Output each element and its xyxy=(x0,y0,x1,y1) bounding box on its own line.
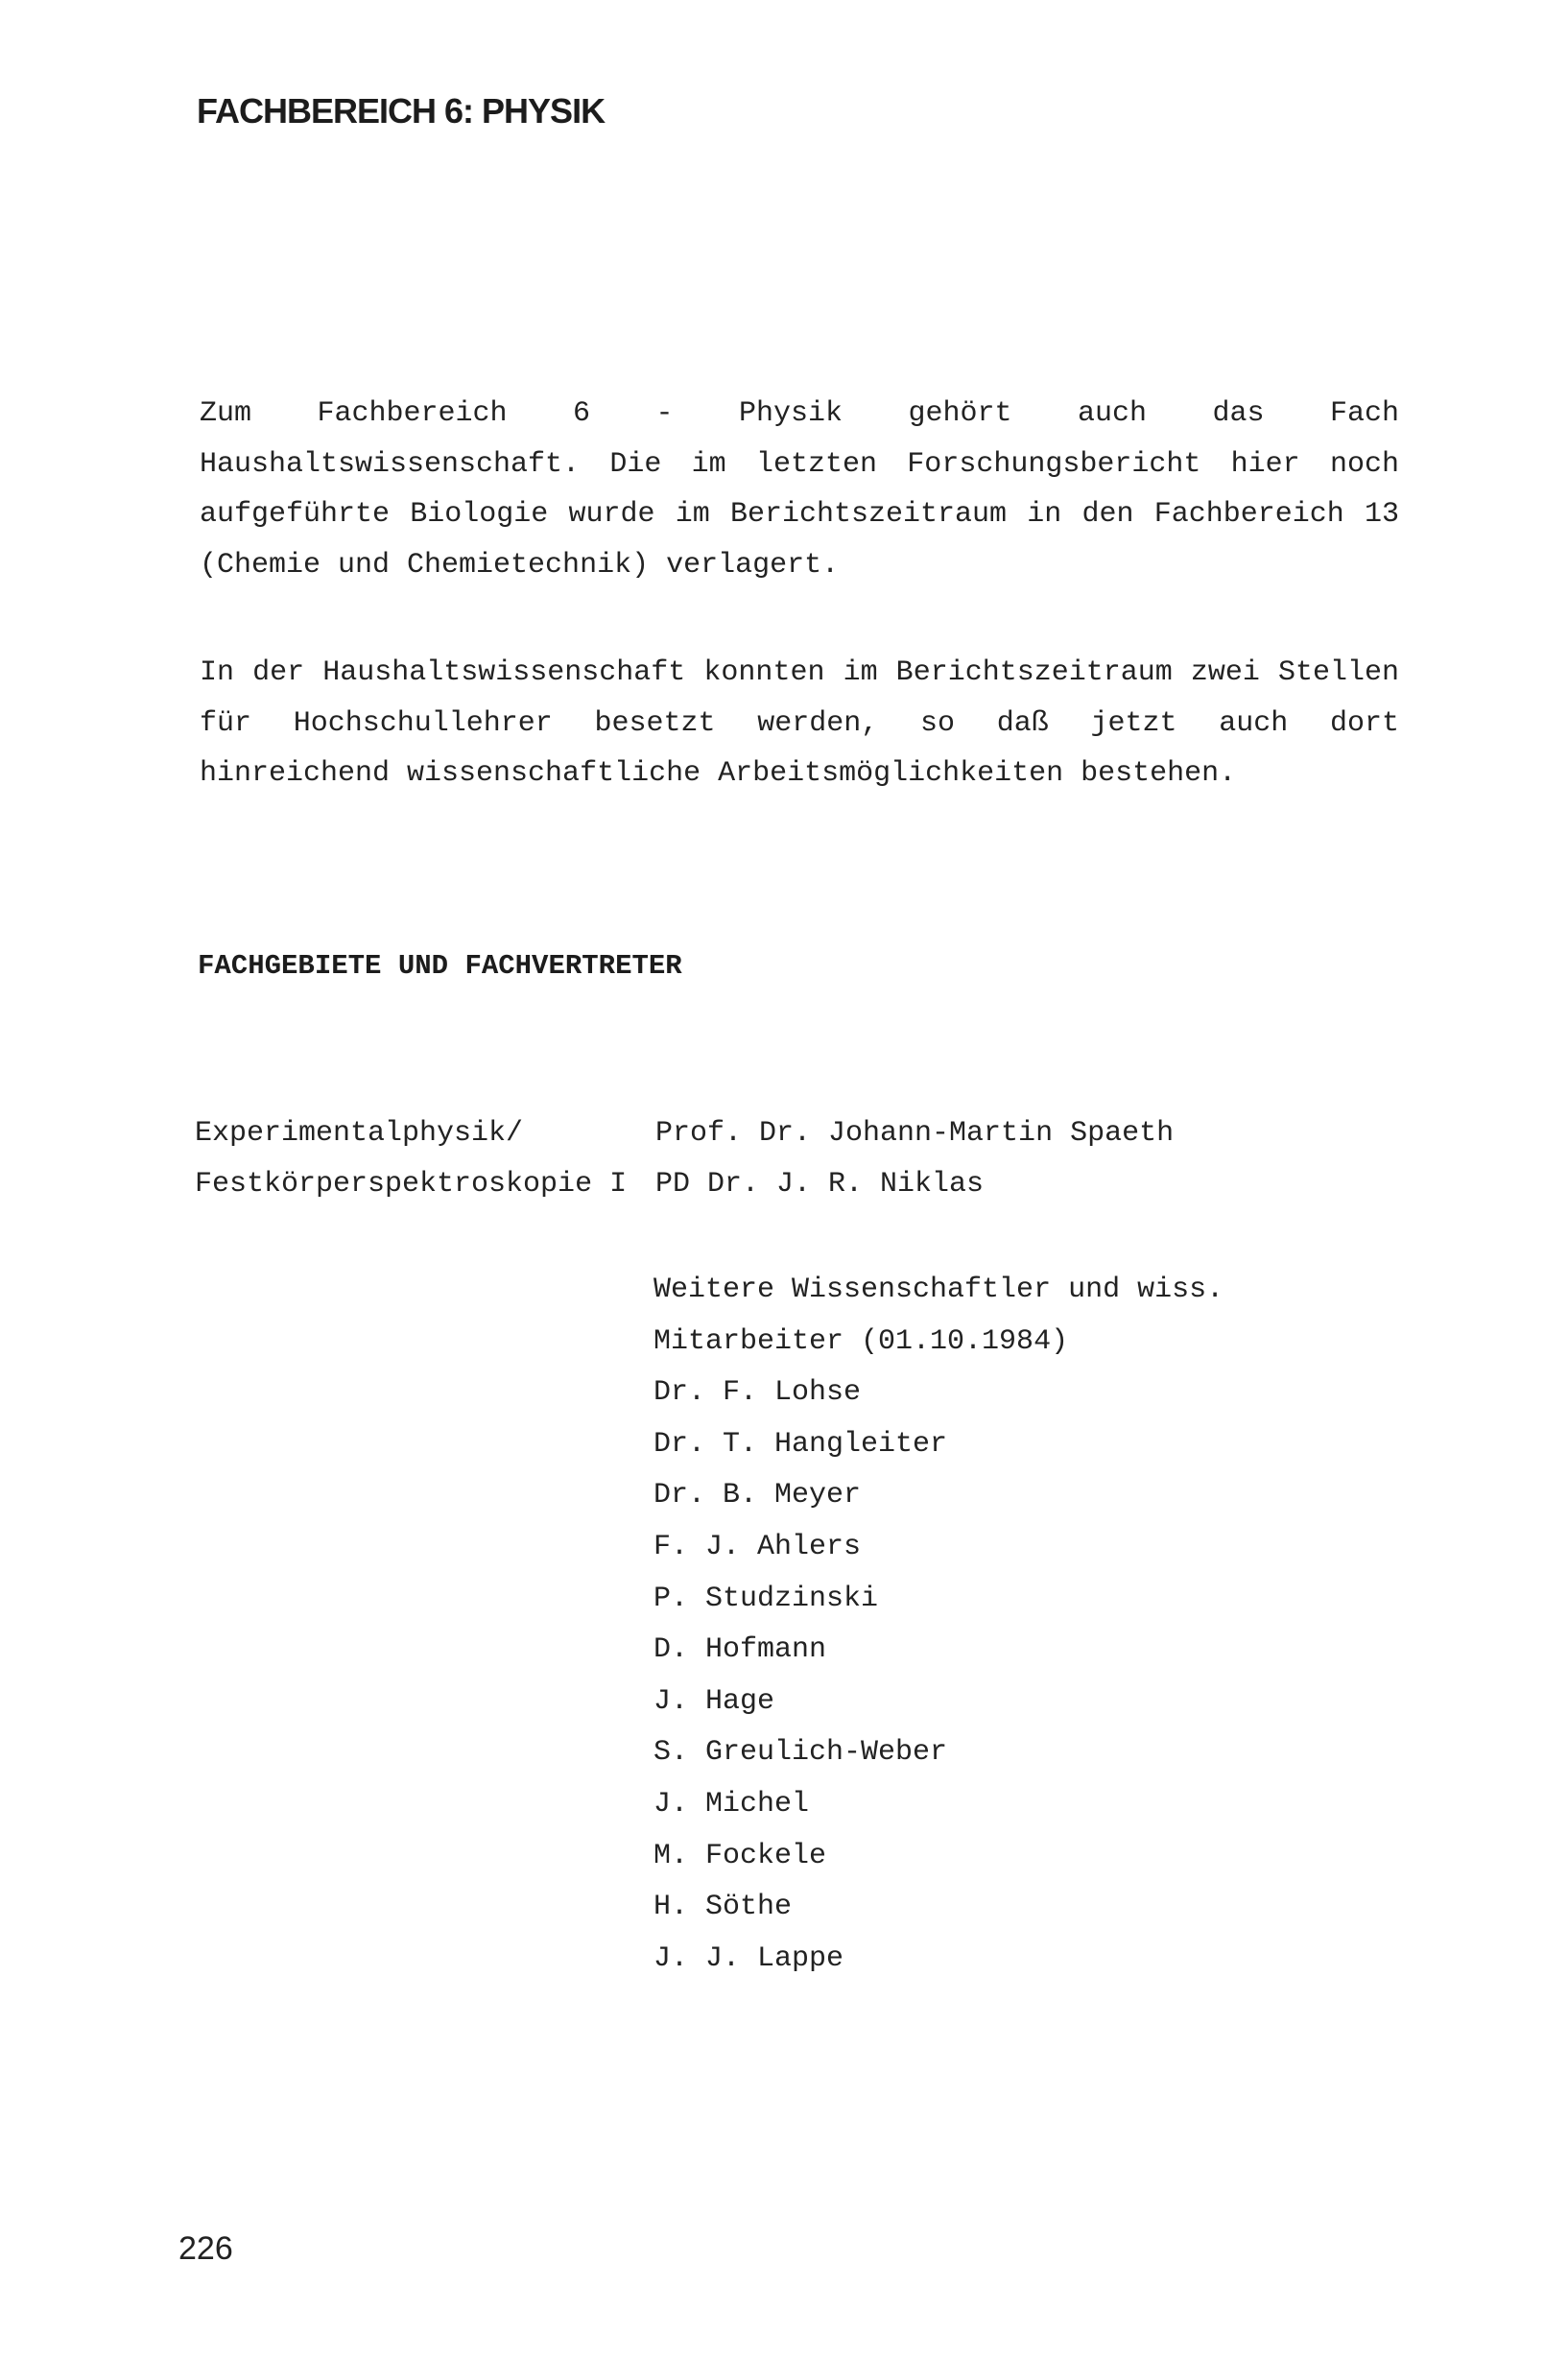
staff-member: Dr. B. Meyer xyxy=(653,1479,862,1512)
staff-member: M. Fockele xyxy=(653,1839,827,1872)
intro-paragraph: Zum Fachbereich 6 - Physik gehört auch das Fach Haushaltswissenschaft. Die im letzten Forschungsbericht hier noch aufgeführte Biologie wurde im Berichtszeitraum in den Fachbereich 13 (Chemie und Chemietechnik) verlagert. xyxy=(200,397,1399,582)
staff-member: F. J. Ahlers xyxy=(653,1530,862,1563)
staff-heading-line-1: Weitere Wissenschaftler und wiss. xyxy=(653,1274,1224,1306)
staff-member: P. Studzinski xyxy=(653,1582,879,1615)
staff-member: J. J. Lappe xyxy=(653,1941,844,1975)
staff-member: D. Hofmann xyxy=(653,1633,827,1667)
staff-heading-line-2: Mitarbeiter (01.10.1984) xyxy=(653,1324,1069,1358)
page-number: 226 xyxy=(178,2230,233,2267)
staff-member: Dr. T. Hangleiter xyxy=(653,1427,948,1461)
section-title: FACHGEBIETE UND FACHVERTRETER xyxy=(198,950,682,982)
staff-member: H. Söthe xyxy=(653,1891,793,1924)
field-name-line-2: Festkörperspektroskopie I xyxy=(195,1168,628,1201)
staff-member: J. Michel xyxy=(653,1787,810,1821)
staff-member: Dr. F. Lohse xyxy=(653,1376,862,1410)
staff-member: J. Hage xyxy=(653,1684,775,1718)
staff-list xyxy=(653,1265,1224,1985)
field-name xyxy=(195,1108,627,1210)
intro-paragraph-2: In der Haushaltswissenschaft konnten im Berichtszeitraum zwei Stellen für Hochschullehrer besetzt werden, so daß jetzt auch dort hinreichend wissenschaftliche Arbeitsmöglichkeiten bestehen. xyxy=(200,656,1399,790)
field-representatives xyxy=(655,1108,1174,1210)
staff-member: S. Greulich-Weber xyxy=(653,1736,948,1770)
field-name-line-1: Experimentalphysik/ xyxy=(195,1117,524,1150)
associate-name: PD Dr. J. R. Niklas xyxy=(655,1168,985,1201)
professor-name: Prof. Dr. Johann-Martin Spaeth xyxy=(655,1117,1175,1150)
page-title: FACHBEREICH 6: PHYSIK xyxy=(197,91,606,131)
